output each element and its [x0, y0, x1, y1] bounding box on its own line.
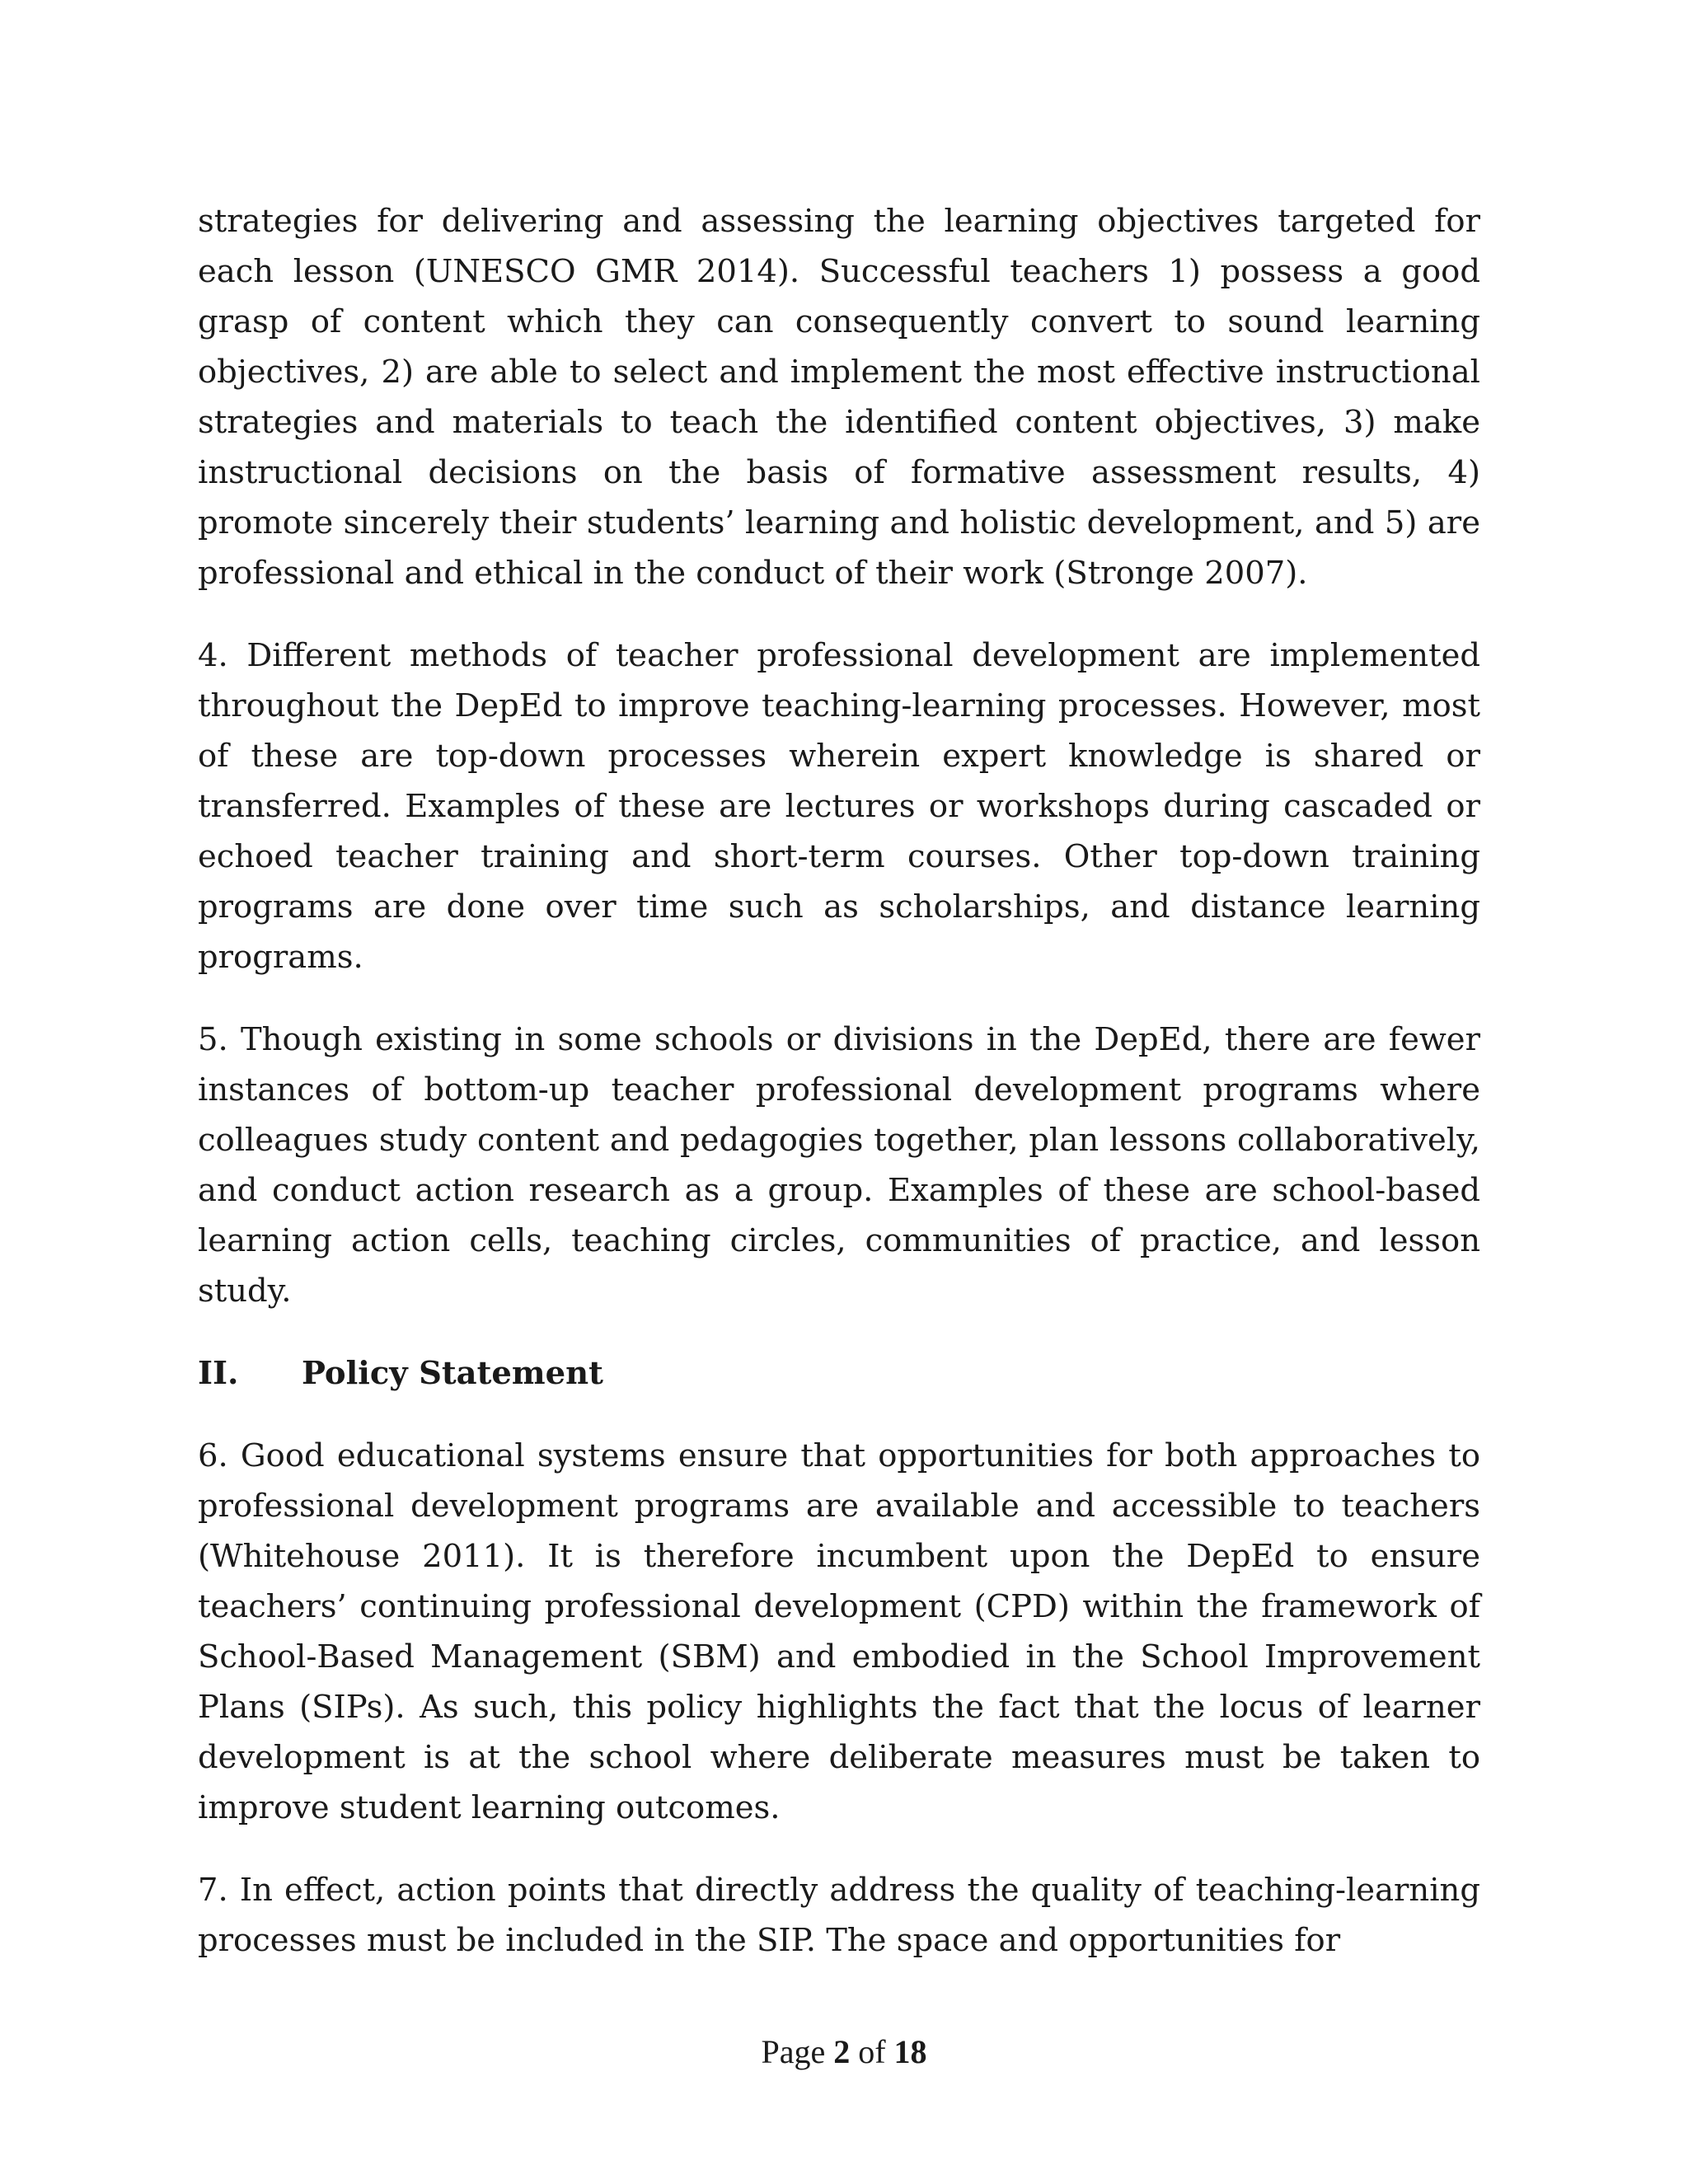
current-page-number: 2 [833, 2033, 851, 2070]
page-label: Page [761, 2033, 826, 2070]
page-footer [0, 2032, 1688, 2073]
section-heading [198, 1348, 1480, 1399]
document-body [198, 196, 1480, 1998]
paragraph-4: 4. Different methods of teacher professional development are implemented throughout the DepEd to improve teaching-learning processes. However, most of these are top-down processes wherein expert knowledge is shared or transferred. Examples of these are lectures or workshops during cascaded or echoed teacher training and short-term courses. Other top-down training programs are done over time such as scholarships, and distance learning programs. [198, 637, 1480, 976]
section-number: II. [198, 1355, 239, 1392]
page-separator: of [858, 2033, 886, 2070]
paragraph-6: 6. Good educational systems ensure that opportunities for both approaches to professional development programs are available and accessible to teachers (Whitehouse 2011). It is therefore incumbent upon the DepEd to ensure teachers’ continuing professional development (CPD) within the framework of School-Based Management (SBM) and embodied in the School Improvement Plans (SIPs). As such, this policy highlights the fact that the locus of learner development is at the school where deliberate measures must be taken to improve student learning outcomes. [198, 1437, 1480, 1826]
section-title: Policy Statement [302, 1355, 603, 1392]
total-pages-number: 18 [893, 2033, 927, 2070]
paragraph-3-continued: strategies for delivering and assessing the learning objectives targeted for each lesson (UNESCO GMR 2014). Successful teachers 1) possess a good grasp of content which they can consequently convert to sound learning objectives, 2) are able to select and implement the most effective instructional strategies and materials to teach the identified content objectives, 3) make instructional decisions on the basis of formative assessment results, 4) promote sincerely their students’ learning and holistic development, and 5) are professional and ethical in the conduct of their work (Stronge 2007). [198, 203, 1480, 592]
paragraph-5: 5. Though existing in some schools or divisions in the DepEd, there are fewer instances of bottom-up teacher professional development programs where colleagues study content and pedagogies together, plan lessons collaboratively, and conduct action research as a group. Examples of these are school-based learning action cells, teaching circles, communities of practice, and lesson study. [198, 1021, 1480, 1310]
paragraph-7: 7. In effect, action points that directly address the quality of teaching-learning processes must be included in the SIP. The space and opportunities for [198, 1872, 1480, 1959]
